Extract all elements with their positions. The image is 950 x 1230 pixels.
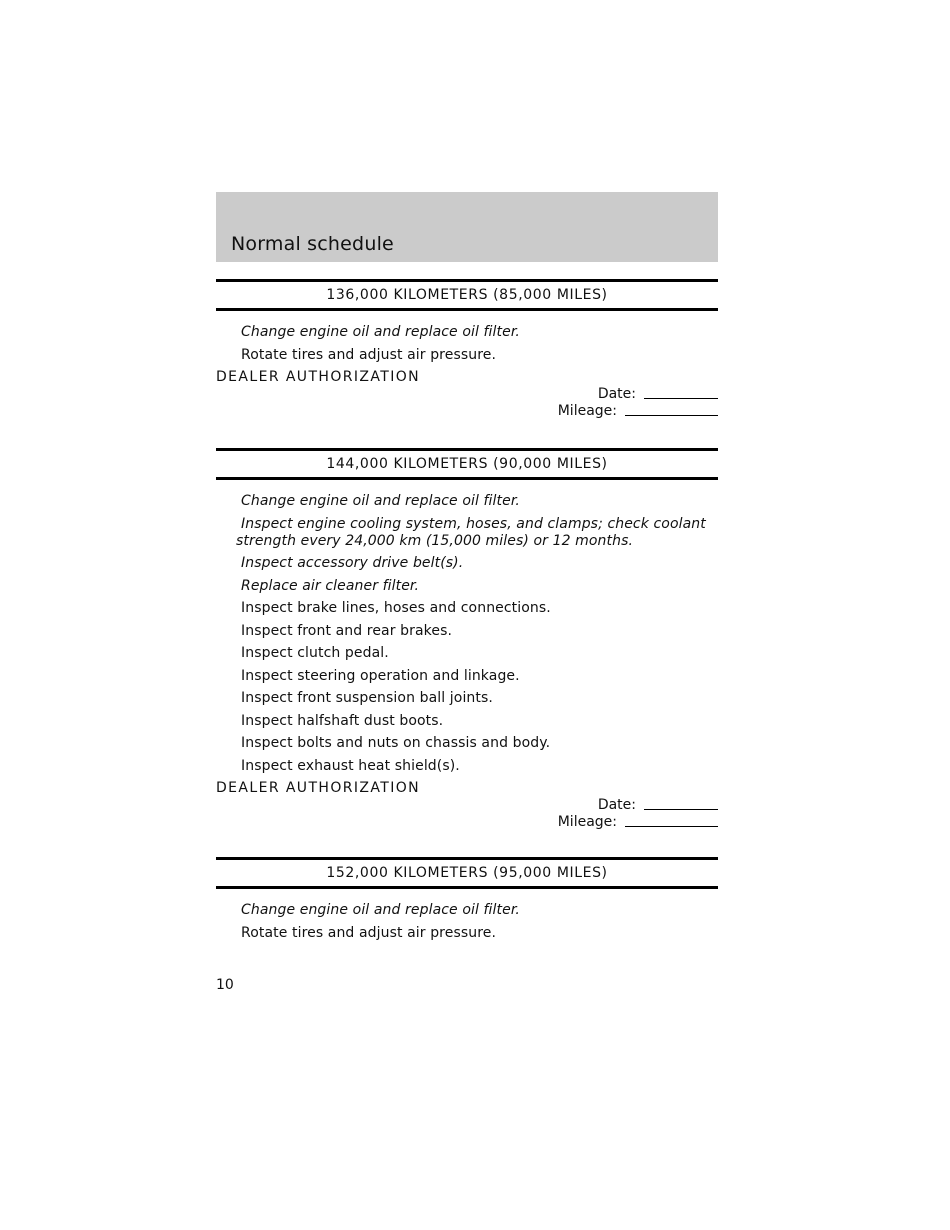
service-item: Change engine oil and replace oil filter. (241, 324, 520, 340)
service-item: Inspect halfshaft dust boots. (241, 712, 444, 729)
section-heading: 152,000 KILOMETERS (95,000 MILES) (216, 857, 718, 889)
mileage-field[interactable] (625, 825, 718, 827)
service-item: Inspect brake lines, hoses and connections. (241, 600, 551, 616)
service-item: Change engine oil and replace oil filter. (241, 902, 520, 918)
date-label: Date: (597, 797, 636, 813)
mileage-field[interactable] (625, 414, 718, 416)
schedule-section-136000 (216, 279, 718, 420)
signature-block (216, 386, 718, 420)
schedule-section-144000 (216, 448, 718, 831)
service-items (216, 324, 718, 364)
signature-block (216, 797, 718, 831)
date-field[interactable] (644, 808, 718, 810)
service-item: Replace air cleaner filter. (241, 577, 420, 594)
service-item: Inspect steering operation and linkage. (241, 667, 520, 684)
service-item: Inspect accessory drive belt(s). (241, 555, 464, 571)
service-item: Inspect engine cooling system, hoses, and clamps; check coolant strength every 24,000 km (15,000 miles) or 12 months. (236, 515, 706, 549)
date-row (598, 386, 718, 402)
service-item: Inspect bolts and nuts on chassis and body. (241, 735, 551, 751)
service-item: Inspect clutch pedal. (241, 645, 389, 661)
dealer-authorization-label: DEALER AUTHORIZATION (216, 780, 421, 796)
mileage-row (558, 403, 718, 419)
mileage-label: Mileage: (557, 814, 617, 830)
service-item: Inspect exhaust heat shield(s). (241, 757, 460, 774)
schedule-section-152000 (216, 857, 718, 947)
section-heading: 144,000 KILOMETERS (90,000 MILES) (216, 448, 718, 480)
service-items (216, 902, 718, 942)
service-item: Rotate tires and adjust air pressure. (241, 346, 497, 363)
service-item: Change engine oil and replace oil filter. (241, 493, 520, 509)
page-title: Normal schedule (231, 233, 394, 255)
mileage-label: Mileage: (557, 403, 617, 419)
service-item: Rotate tires and adjust air pressure. (241, 924, 497, 941)
mileage-row (558, 814, 718, 830)
section-heading: 136,000 KILOMETERS (85,000 MILES) (216, 279, 718, 311)
date-row (598, 797, 718, 813)
date-field[interactable] (644, 397, 718, 399)
service-item: Inspect front suspension ball joints. (241, 690, 493, 706)
service-items (216, 493, 718, 775)
service-item: Inspect front and rear brakes. (241, 622, 453, 639)
dealer-authorization-label: DEALER AUTHORIZATION (216, 369, 421, 385)
page-number: 10 (216, 977, 234, 993)
date-label: Date: (597, 386, 636, 402)
header-band (216, 192, 718, 262)
